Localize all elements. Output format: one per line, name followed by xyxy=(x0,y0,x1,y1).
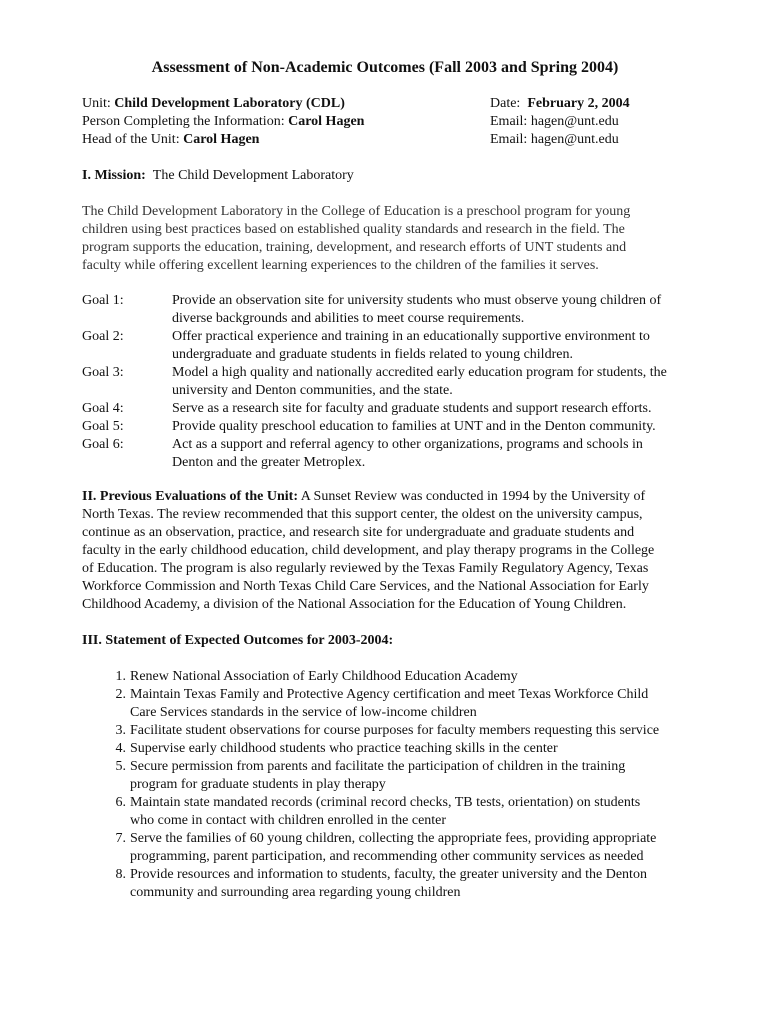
outcomes-list xyxy=(82,668,712,902)
list-item: 5. Secure permission from parents and facilitate the participation of children in the training program for graduate students in play therapy xyxy=(115,759,626,792)
mission-paragraph: The Child Development Laboratory in the College of Education is a preschool program for young children using best practices based on established quality standards and research in the field. The program supports the education, training, development, and research efforts of UNT students and faculty while offering excellent learning experiences to the children of the families it serves. xyxy=(82,204,631,273)
person-name: Carol Hagen xyxy=(288,114,365,129)
list-item: 3. Facilitate student observations for course purposes for faculty members requesting this service xyxy=(115,723,660,738)
list-item: 4. Supervise early childhood students who practice teaching skills in the center xyxy=(115,741,558,756)
date-line: Date: February 2, 2004 xyxy=(490,96,630,111)
date-value: February 2, 2004 xyxy=(527,96,630,111)
goals-list xyxy=(82,292,712,472)
goal-item: Goal 5: Provide quality preschool education to families at UNT and in the Denton community. xyxy=(82,419,656,434)
list-item: 8. Provide resources and information to students, faculty, the greater university and the Denton community and surrounding area regarding young children xyxy=(115,867,647,900)
goal-item: Goal 2: Offer practical experience and training in an educationally supportive environment to undergraduate and graduate students in fields related to young children. xyxy=(82,329,650,362)
email-line-2: Email: hagen@unt.edu xyxy=(490,132,619,147)
list-item: 1. Renew National Association of Early Childhood Education Academy xyxy=(115,669,518,684)
unit-line: Unit: Child Development Laboratory (CDL) xyxy=(82,96,345,111)
mission-heading: I. Mission: The Child Development Laboratory xyxy=(82,168,354,183)
email-line-1: Email: hagen@unt.edu xyxy=(490,114,619,129)
goal-item: Goal 1: Provide an observation site for university students who must observe young children of diverse backgrounds and abilities to meet course requirements. xyxy=(82,293,662,326)
contact-info xyxy=(490,95,750,149)
list-item: 2. Maintain Texas Family and Protective Agency certification and meet Texas Workforce Child Care Services standards in the service of low-income children xyxy=(115,687,649,720)
previous-evaluations: II. Previous Evaluations of the Unit: A Sunset Review was conducted in 1994 by the University of North Texas. The review recommended that this support center, the oldest on the university campus, continue as an observation, practice, and research site for undergraduate and graduate students and faculty in the early childhood education, child development, and play therapy programs in the College of Education. The program is also regularly reviewed by the Texas Family Regulatory Agency, Texas Workforce Commission and North Texas Child Care Services, and the National Association for Early Childhood Academy, a division of the National Association for the Education of Young Children. xyxy=(82,489,655,612)
outcomes-heading: III. Statement of Expected Outcomes for 2003-2004: xyxy=(82,633,394,648)
goal-item: Goal 3: Model a high quality and nationally accredited early education program for students, the university and Denton communities, and the state. xyxy=(82,365,667,398)
head-line: Head of the Unit: Carol Hagen xyxy=(82,132,260,147)
document-title: Assessment of Non-Academic Outcomes (Fall 2003 and Spring 2004) xyxy=(151,59,619,76)
list-item: 7. Serve the families of 60 young children, collecting the appropriate fees, providing appropriate programming, parent participation, and recommending other community services as needed xyxy=(115,831,657,864)
goal-item: Goal 6: Act as a support and referral agency to other organizations, programs and schools in Denton and the greater Metroplex. xyxy=(82,437,643,470)
person-line: Person Completing the Information: Carol Hagen xyxy=(82,114,365,129)
goal-item: Goal 4: Serve as a research site for faculty and graduate students and support research efforts. xyxy=(82,401,652,416)
head-name: Carol Hagen xyxy=(183,132,260,147)
list-item: 6. Maintain state mandated records (criminal record checks, TB tests, orientation) on students who come in contact with children enrolled in the center xyxy=(115,795,641,828)
unit-info xyxy=(82,95,482,149)
previous-heading: II. Previous Evaluations of the Unit: xyxy=(82,489,298,504)
unit-name: Child Development Laboratory (CDL) xyxy=(114,96,345,111)
